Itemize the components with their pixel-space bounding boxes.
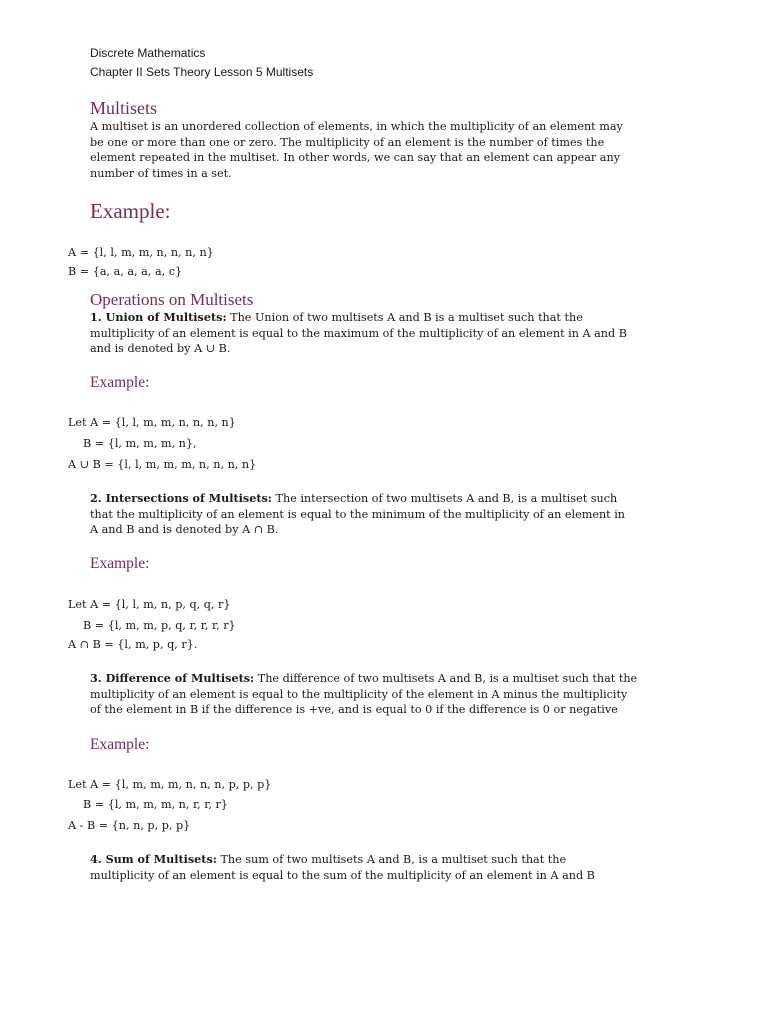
intersection-example-a: Let A = {l, l, m, n, p, q, q, r} (68, 598, 231, 611)
difference-example-b: B = {l, m, m, m, n, r, r, r} (83, 798, 228, 811)
union-example-heading: Example: (90, 374, 150, 391)
intersection-text: A and B and is denoted by A ∩ B. (90, 523, 279, 536)
intersection-text: that the multiplicity of an element is equal to the minimum of the multiplicity of an element in (90, 507, 626, 521)
difference-paragraph (90, 671, 690, 718)
intersection-label: 2. Intersections of Multisets: (90, 491, 272, 505)
section-title-multisets: Multisets (90, 98, 158, 118)
difference-text: of the element in B if the difference is +ve, and is equal to 0 if the difference is 0 or negative (90, 703, 618, 716)
difference-text: multiplicity of an element is equal to the multiplicity of the element in A minus the multiplicity (90, 687, 628, 701)
sum-paragraph (90, 852, 690, 883)
difference-example-heading: Example: (90, 736, 150, 753)
sum-text: multiplicity of an element is equal to the sum of the multiplicity of an element in A and B (90, 868, 595, 882)
example-heading: Example: (90, 199, 171, 223)
intersection-text: The intersection of two multisets A and B, is a multiset such (271, 492, 618, 505)
intersection-paragraph (90, 491, 690, 538)
intro-line: be one or more than one or zero. The multiplicity of an element is the number of times the (90, 135, 605, 149)
chapter-title: Chapter II Sets Theory Lesson 5 Multisets (90, 65, 314, 79)
difference-text: The difference of two multisets A and B, is a multiset such that the (254, 672, 638, 685)
difference-example-result: A - B = {n, n, p, p, p} (68, 819, 191, 832)
union-text: and is denoted by A ∪ B. (90, 342, 231, 355)
example-set-b: B = {a, a, a, a, a, c} (68, 265, 183, 278)
intro-line: A multiset is an unordered collection of elements, in which the multiplicity of an element may (90, 120, 623, 133)
sum-label: 4. Sum of Multisets: (90, 852, 217, 866)
course-title: Discrete Mathematics (90, 46, 206, 60)
intro-paragraph (90, 119, 690, 181)
section-title-operations: Operations on Multisets (90, 290, 254, 309)
union-text: multiplicity of an element is equal to the maximum of the multiplicity of an element in A and B (90, 326, 627, 340)
intro-line: element repeated in the multiset. In other words, we can say that an element can appear any (90, 151, 621, 164)
union-example-result: A ∪ B = {l, l, m, m, m, n, n, n, n} (68, 458, 257, 471)
intersection-example-heading: Example: (90, 555, 150, 572)
difference-label: 3. Difference of Multisets: (90, 671, 255, 685)
difference-example-a: Let A = {l, m, m, m, n, n, n, p, p, p} (68, 778, 272, 791)
union-paragraph (90, 310, 690, 357)
sum-text: The sum of two multisets A and B, is a multiset such that the (216, 853, 567, 866)
intersection-example-result: A ∩ B = {l, m, p, q, r}. (68, 638, 198, 651)
intro-line: number of times in a set. (90, 166, 232, 180)
example-set-a: A = {l, l, m, m, n, n, n, n} (68, 246, 214, 259)
union-label: 1. Union of Multisets: (90, 310, 227, 324)
union-example-a: Let A = {l, l, m, m, n, n, n, n} (68, 416, 236, 429)
union-example-b: B = {l, m, m, m, n}, (83, 437, 197, 450)
intersection-example-b: B = {l, m, m, p, q, r, r, r, r} (83, 619, 236, 632)
union-text: The Union of two multisets A and B is a multiset such that the (226, 311, 583, 324)
